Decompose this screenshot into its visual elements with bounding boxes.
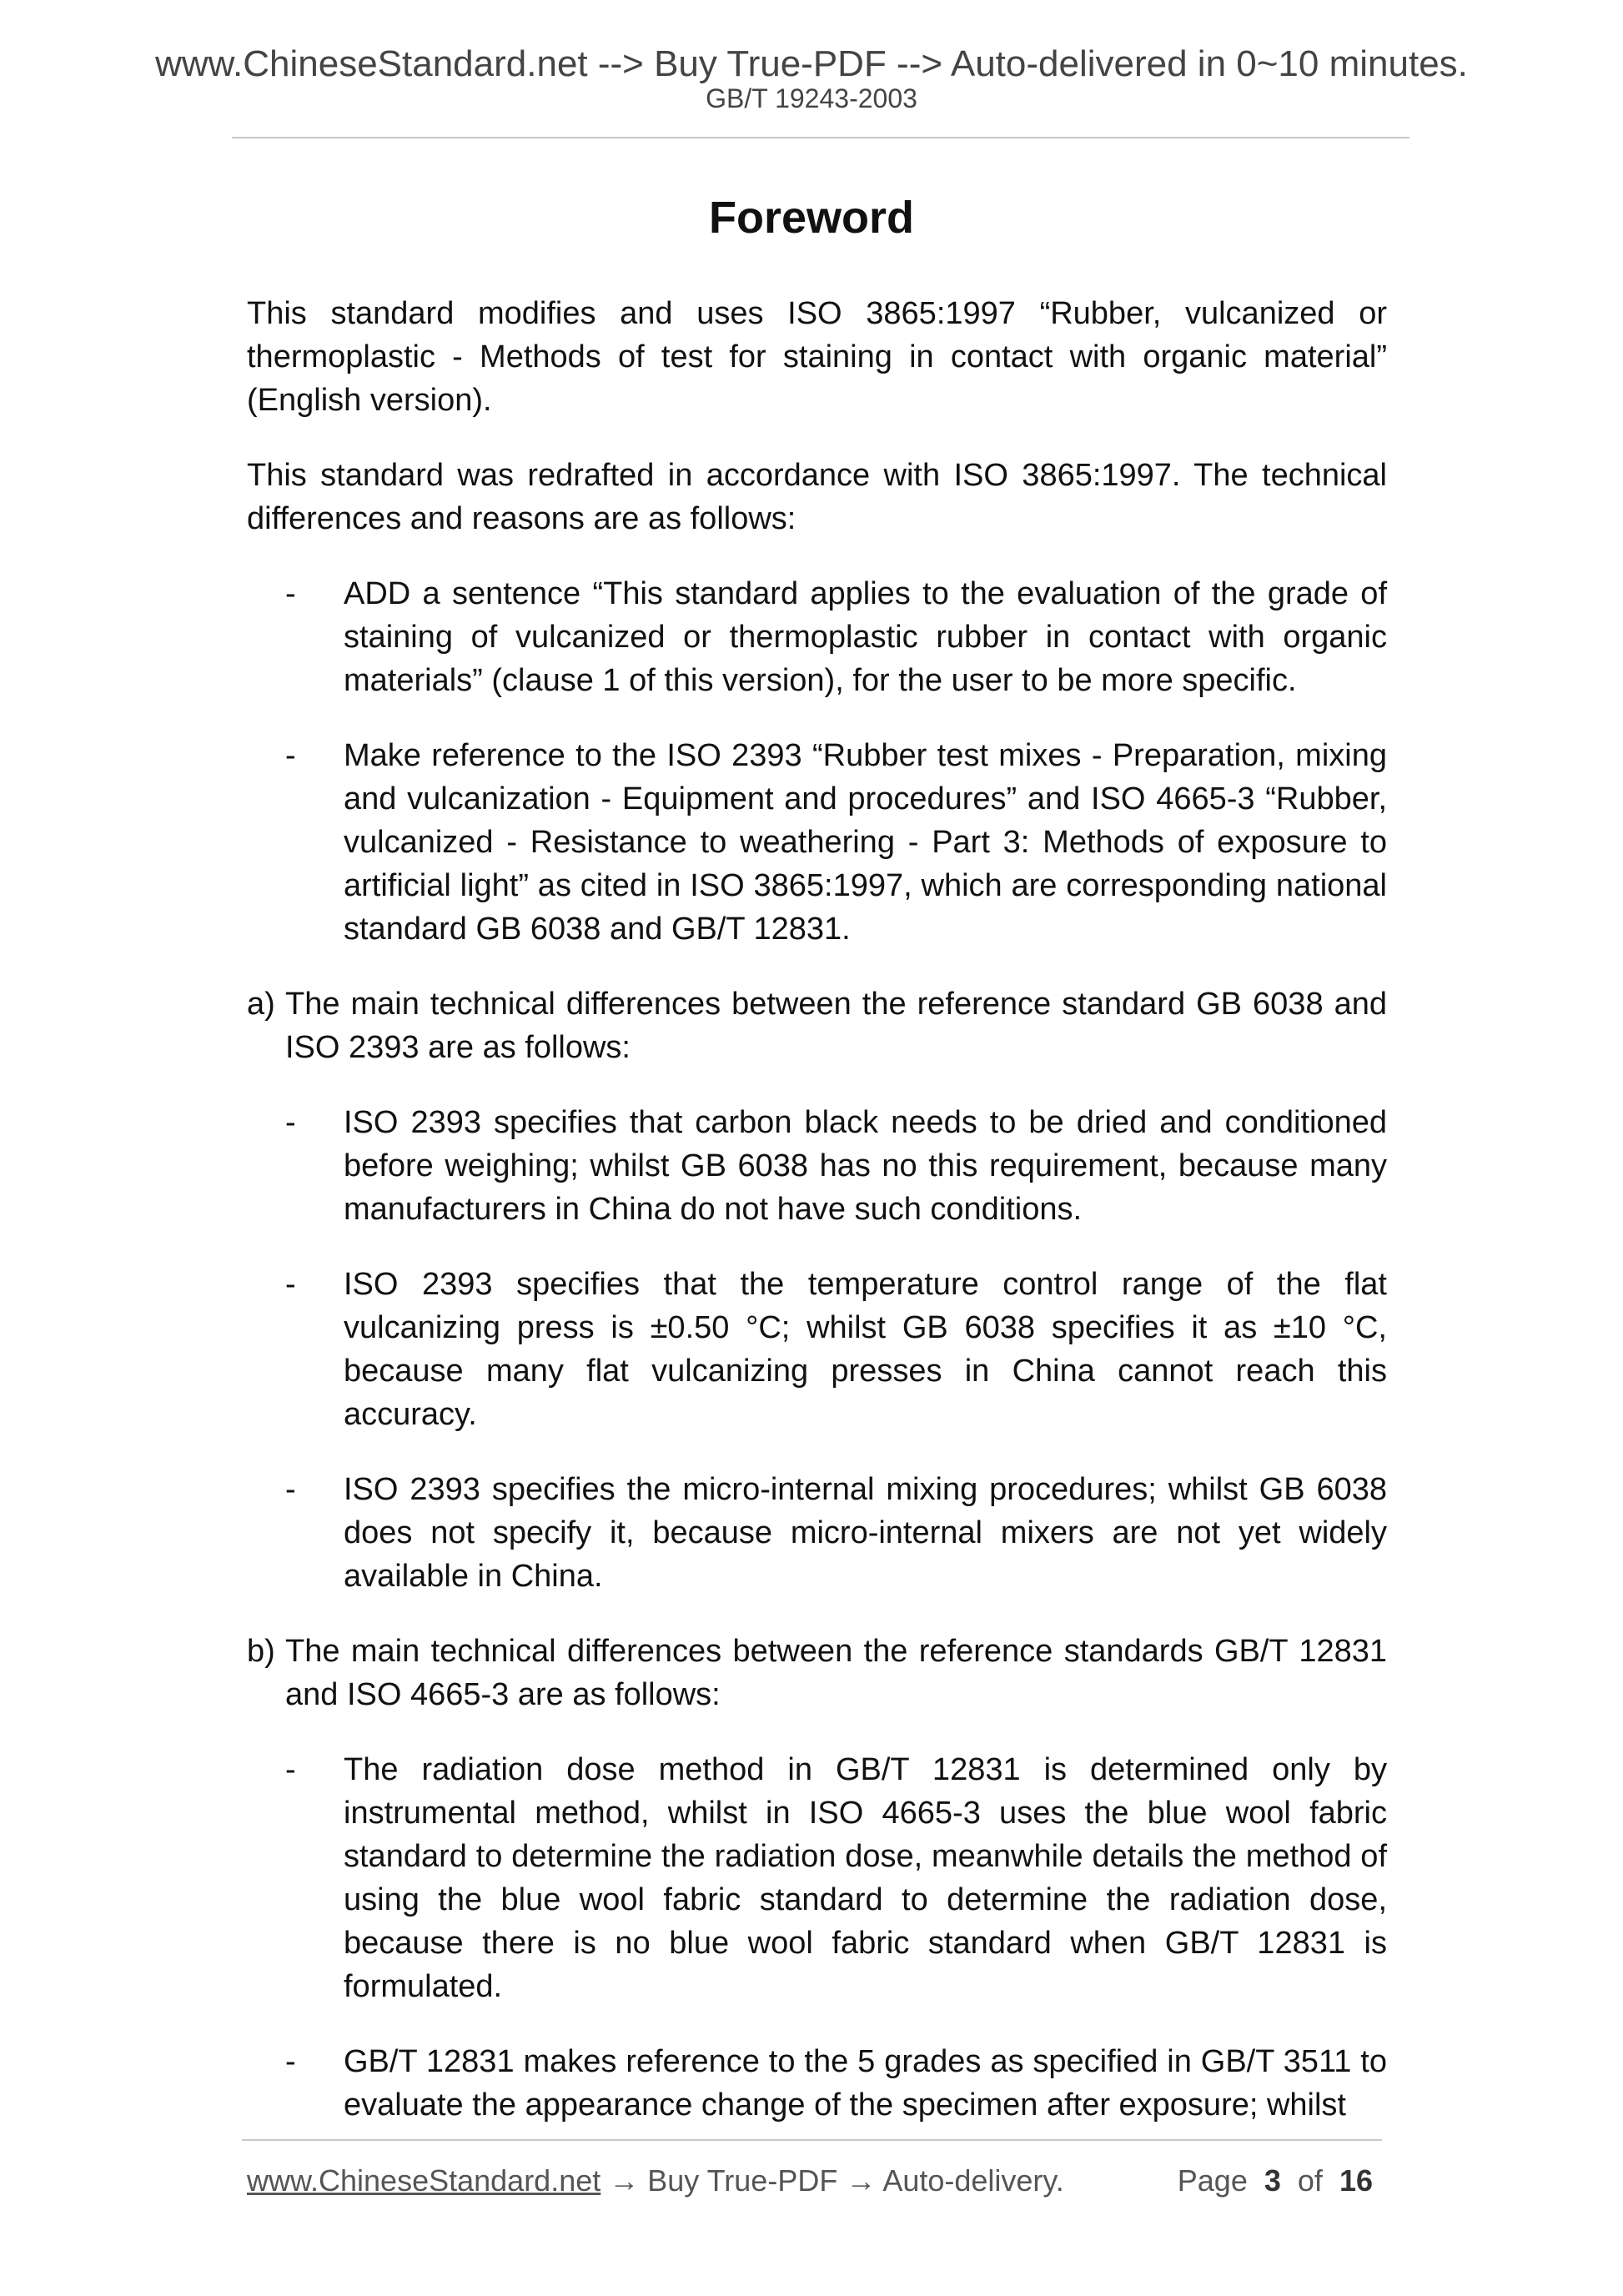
page-footer	[247, 2160, 1381, 2202]
section-b-text: The main technical differences between the reference standards GB/T 12831 and ISO 4665-3 are as follows:	[285, 1634, 1387, 1712]
section-b-label: b)	[247, 1634, 275, 1669]
section-a	[247, 982, 1387, 1069]
list-item	[285, 2040, 1387, 2127]
list-item	[285, 734, 1387, 951]
document-id: GB/T 19243-2003	[706, 83, 917, 113]
paragraph-1: This standard modifies and uses ISO 3865:1997 “Rubber, vulcanized or thermoplastic - Methods of test for staining in contact with organic material” (English version).	[247, 296, 1387, 418]
list-item	[285, 572, 1387, 702]
section-b	[247, 1630, 1387, 1716]
document-body	[247, 292, 1387, 2158]
list-item	[285, 1263, 1387, 1436]
footer-tagline: → Buy True-PDF → Auto-delivery.	[600, 2163, 1064, 2198]
dash-marker: -	[285, 1105, 296, 1140]
section-a-text: The main technical differences between the reference standard GB 6038 and ISO 2393 are as follows:	[285, 987, 1387, 1065]
dash-marker: -	[285, 1752, 296, 1787]
footer-divider	[242, 2139, 1382, 2141]
page-number: 3	[1264, 2163, 1281, 2198]
list-item-text: The radiation dose method in GB/T 12831 is determined only by instrumental method, whilst in ISO 4665-3 uses the blue wool fabric standard to determine the radiation dose, meanwhile details the method of using the blue wool fabric standard to determine the radiation dose, because there is no blue wool fabric standard when GB/T 12831 is formulated.	[344, 1752, 1387, 2004]
dash-marker: -	[285, 1267, 296, 1302]
list-item	[285, 1748, 1387, 2008]
list-item	[285, 1101, 1387, 1231]
header-divider	[232, 137, 1409, 138]
dash-marker: -	[285, 2044, 296, 2079]
list-item-text: ISO 2393 specifies the micro-internal mixing procedures; whilst GB 6038 does not specify it, because micro-internal mixers are not yet widely available in China.	[344, 1472, 1387, 1594]
section-a-label: a)	[247, 987, 275, 1022]
footer-left	[247, 2160, 1064, 2202]
paragraph-2: This standard was redrafted in accordance with ISO 3865:1997. The technical differences and reasons are as follows:	[247, 458, 1387, 536]
list-item-text: ISO 2393 specifies that the temperature control range of the flat vulcanizing press is ±0.50 °C; whilst GB 6038 specifies it as ±10 °C, because many flat vulcanizing presses in China cannot reach this accuracy.	[344, 1267, 1387, 1432]
list-item	[285, 1468, 1387, 1598]
list-item-text: ISO 2393 specifies that carbon black needs to be dried and conditioned before weighing; whilst GB 6038 has no this requirement, because many manufacturers in China do not have such conditions.	[344, 1105, 1387, 1227]
top-banner: www.ChineseStandard.net --> Buy True-PDF --> Auto-delivered in 0~10 minutes.	[155, 43, 1468, 84]
dash-marker: -	[285, 1472, 296, 1507]
dash-marker: -	[285, 738, 296, 773]
page-total: 16	[1339, 2163, 1373, 2198]
page-counter	[1178, 2160, 1373, 2202]
of-word: of	[1297, 2163, 1323, 2198]
page-title: Foreword	[708, 193, 914, 243]
list-item-text: ADD a sentence “This standard applies to the evaluation of the grade of staining of vulcanized or thermoplastic rubber in contact with organic materials” (clause 1 of this version), for the user to be more specific.	[344, 576, 1387, 698]
list-item-text: GB/T 12831 makes reference to the 5 grades as specified in GB/T 3511 to evaluate the appearance change of the specimen after exposure; whilst	[344, 2044, 1387, 2123]
page-word: Page	[1177, 2163, 1248, 2198]
dash-marker: -	[285, 576, 296, 611]
footer-site-link[interactable]: www.ChineseStandard.net	[247, 2163, 601, 2198]
list-item-text: Make reference to the ISO 2393 “Rubber test mixes - Preparation, mixing and vulcanization - Equipment and procedures” and ISO 4665-3 “Rubber, vulcanized - Resistance to weathering - Part 3: Methods of exposure to artificial light” as cited in ISO 3865:1997, which are corresponding national standard GB 6038 and GB/T 12831.	[344, 738, 1387, 947]
